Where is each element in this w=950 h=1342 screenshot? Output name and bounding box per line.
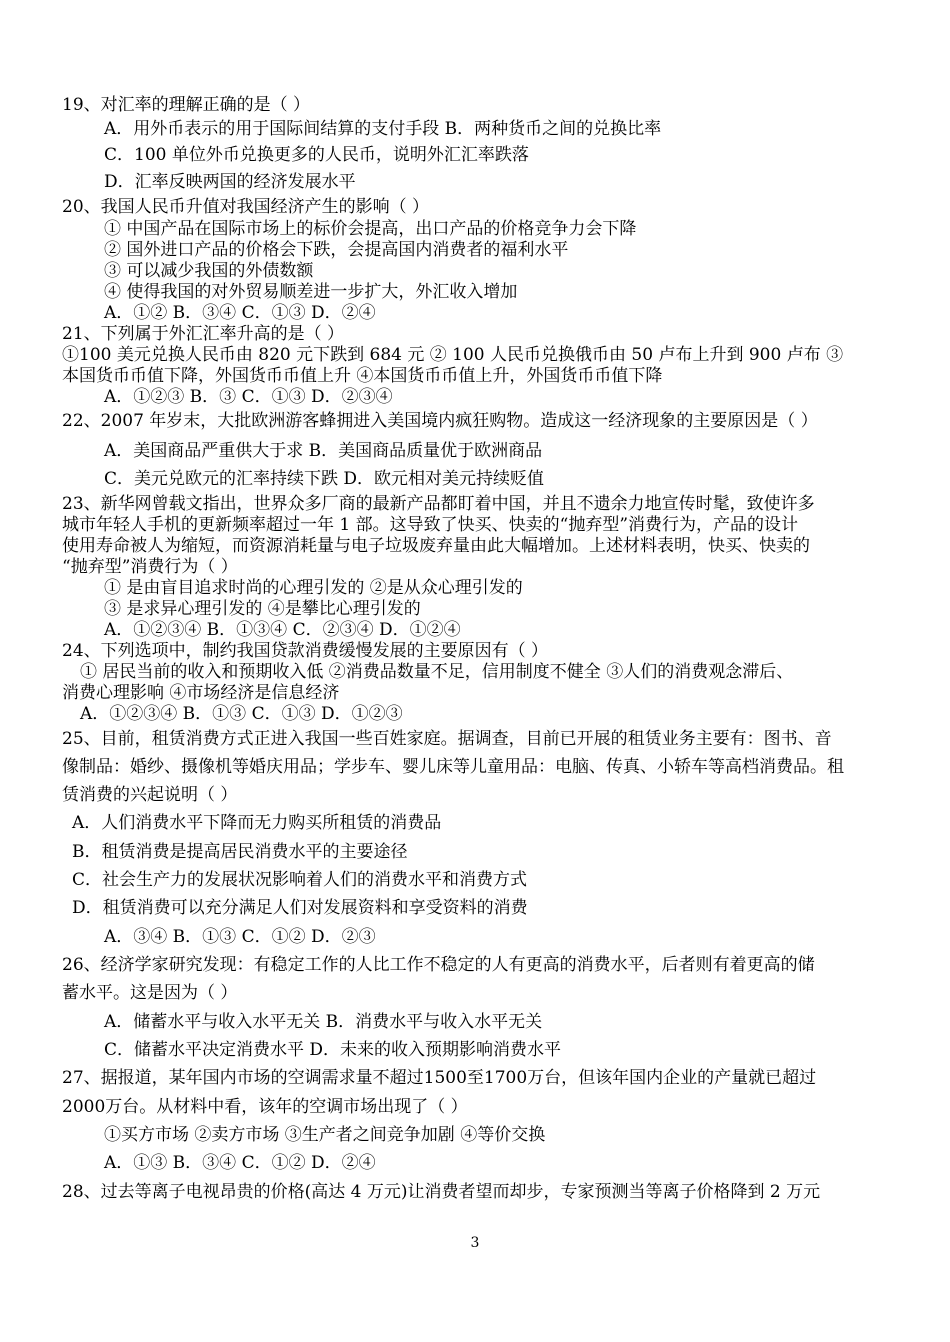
q27-stem-line1: 27、据报道，某年国内市场的空调需求量不超过1500至1700万台，但该年国内企业的产量就已超过 [62,1068,817,1088]
q19-options-ab: A．用外币表示的用于国际间结算的支付手段 B．两种货币之间的兑换比率 [104,119,662,139]
q19-stem: 19、对汇率的理解正确的是（ ） [62,95,311,115]
q25-stem-line1: 25、目前，租赁消费方式正进入我国一些百姓家庭。据调查，目前已开展的租赁业务主要有：图书、音 [62,729,832,749]
q26-stem-line1: 26、经济学家研究发现：有稳定工作的人比工作不稳定的人有更高的消费水平，后者则有着更高的储 [62,955,815,975]
q25-item-c: C．社会生产力的发展状况影响着人们的消费水平和消费方式 [72,870,528,890]
q23-stem-line4: “抛弃型”消费行为（ ） [62,557,238,577]
q27-options: A．①③ B．③④ C．①② D．②④ [104,1153,376,1173]
q27-stem-line2: 2000万台。从材料中看，该年的空调市场出现了（ ） [62,1097,468,1117]
q22-stem: 22、2007 年岁末，大批欧洲游客蜂拥进入美国境内疯狂购物。造成这一经济现象的主要原因是（ ） [62,411,818,431]
q25-item-d: D．租赁消费可以充分满足人们对发展资料和享受资料的消费 [72,898,528,918]
q20-item-2: ② 国外进口产品的价格会下跌，会提高国内消费者的福利水平 [104,240,569,260]
q23-items-12: ① 是由盲目追求时尚的心理引发的 ②是从众心理引发的 [104,578,523,598]
q19-option-d: D．汇率反映两国的经济发展水平 [104,172,356,192]
q22-options-cd: C．美元兑欧元的汇率持续下跌 D．欧元相对美元持续贬值 [104,469,545,489]
q25-item-a: A．人们消费水平下降而无力购买所租赁的消费品 [72,813,442,833]
q25-stem-line3: 赁消费的兴起说明（ ） [62,785,238,805]
q28-stem-line1: 28、过去等离子电视昂贵的价格(高达 4 万元)让消费者望而却步，专家预测当等离子价格降到 2 万元 [62,1182,821,1202]
q23-stem-line1: 23、新华网曾载文指出，世界众多厂商的最新产品都盯着中国，并且不遗余力地宣传时髦，致使许多 [62,494,815,514]
q24-options: A．①②③④ B．①③ C．①③ D．①②③ [80,704,403,724]
q25-stem-line2: 像制品：婚纱、摄像机等婚庆用品；学步车、婴儿床等儿童用品：电脑、传真、小轿车等高档消费品。租 [62,757,844,777]
q26-options-ab: A．储蓄水平与收入水平无关 B．消费水平与收入水平无关 [104,1012,543,1032]
q21-stem: 21、下列属于外汇汇率升高的是（ ） [62,324,345,344]
q24-items-line1: ① 居民当前的收入和预期收入低 ②消费品数量不足，信用制度不健全 ③人们的消费观念滞后、 [80,662,794,682]
q23-stem-line3: 使用寿命被人为缩短，而资源消耗量与电子垃圾废弃量由此大幅增加。上述材料表明，快买、快卖的 [62,536,810,556]
q20-stem: 20、我国人民币升值对我国经济产生的影响（ ） [62,197,430,217]
q26-stem-line2: 蓄水平。这是因为（ ） [62,983,238,1003]
page-number: 3 [470,1235,480,1251]
q20-item-4: ④ 使得我国的对外贸易顺差进一步扩大，外汇收入增加 [104,282,518,302]
q19-option-c: C．100 单位外币兑换更多的人民币，说明外汇汇率跌落 [104,145,529,165]
q22-options-ab: A．美国商品严重供大于求 B．美国商品质量优于欧洲商品 [104,441,543,461]
q20-item-1: ① 中国产品在国际市场上的标价会提高，出口产品的价格竞争力会下降 [104,219,637,239]
q21-options: A．①②③ B．③ C．①③ D．②③④ [104,387,393,407]
q21-items-line2: 本国货币币值下降，外国货币币值上升 ④本国货币币值上升，外国货币币值下降 [62,366,663,386]
q26-options-cd: C．储蓄水平决定消费水平 D．未来的收入预期影响消费水平 [104,1040,562,1060]
q27-items: ①买方市场 ②卖方市场 ③生产者之间竞争加剧 ④等价交换 [104,1125,546,1145]
q25-options: A．③④ B．①③ C．①② D．②③ [104,927,376,947]
q25-item-b: B．租赁消费是提高居民消费水平的主要途径 [72,842,408,862]
q23-stem-line2: 城市年轻人手机的更新频率超过一年 1 部。这导致了快买、快卖的“抛弃型”消费行为，产品的设计 [62,515,799,535]
q24-items-line2: 消费心理影响 ④市场经济是信息经济 [62,683,340,703]
q23-items-34: ③ 是求异心理引发的 ④是攀比心理引发的 [104,599,421,619]
q21-items-line1: ①100 美元兑换人民币由 820 元下跌到 684 元 ② 100 人民币兑换俄币由 50 卢布上升到 900 卢布 ③ [62,345,844,365]
q20-item-3: ③ 可以减少我国的外债数额 [104,261,314,281]
q23-options: A．①②③④ B．①③④ C．②③④ D．①②④ [104,620,461,640]
q20-options: A．①② B．③④ C．①③ D．②④ [104,303,376,323]
q24-stem: 24、下列选项中，制约我国贷款消费缓慢发展的主要原因有（ ） [62,641,549,661]
